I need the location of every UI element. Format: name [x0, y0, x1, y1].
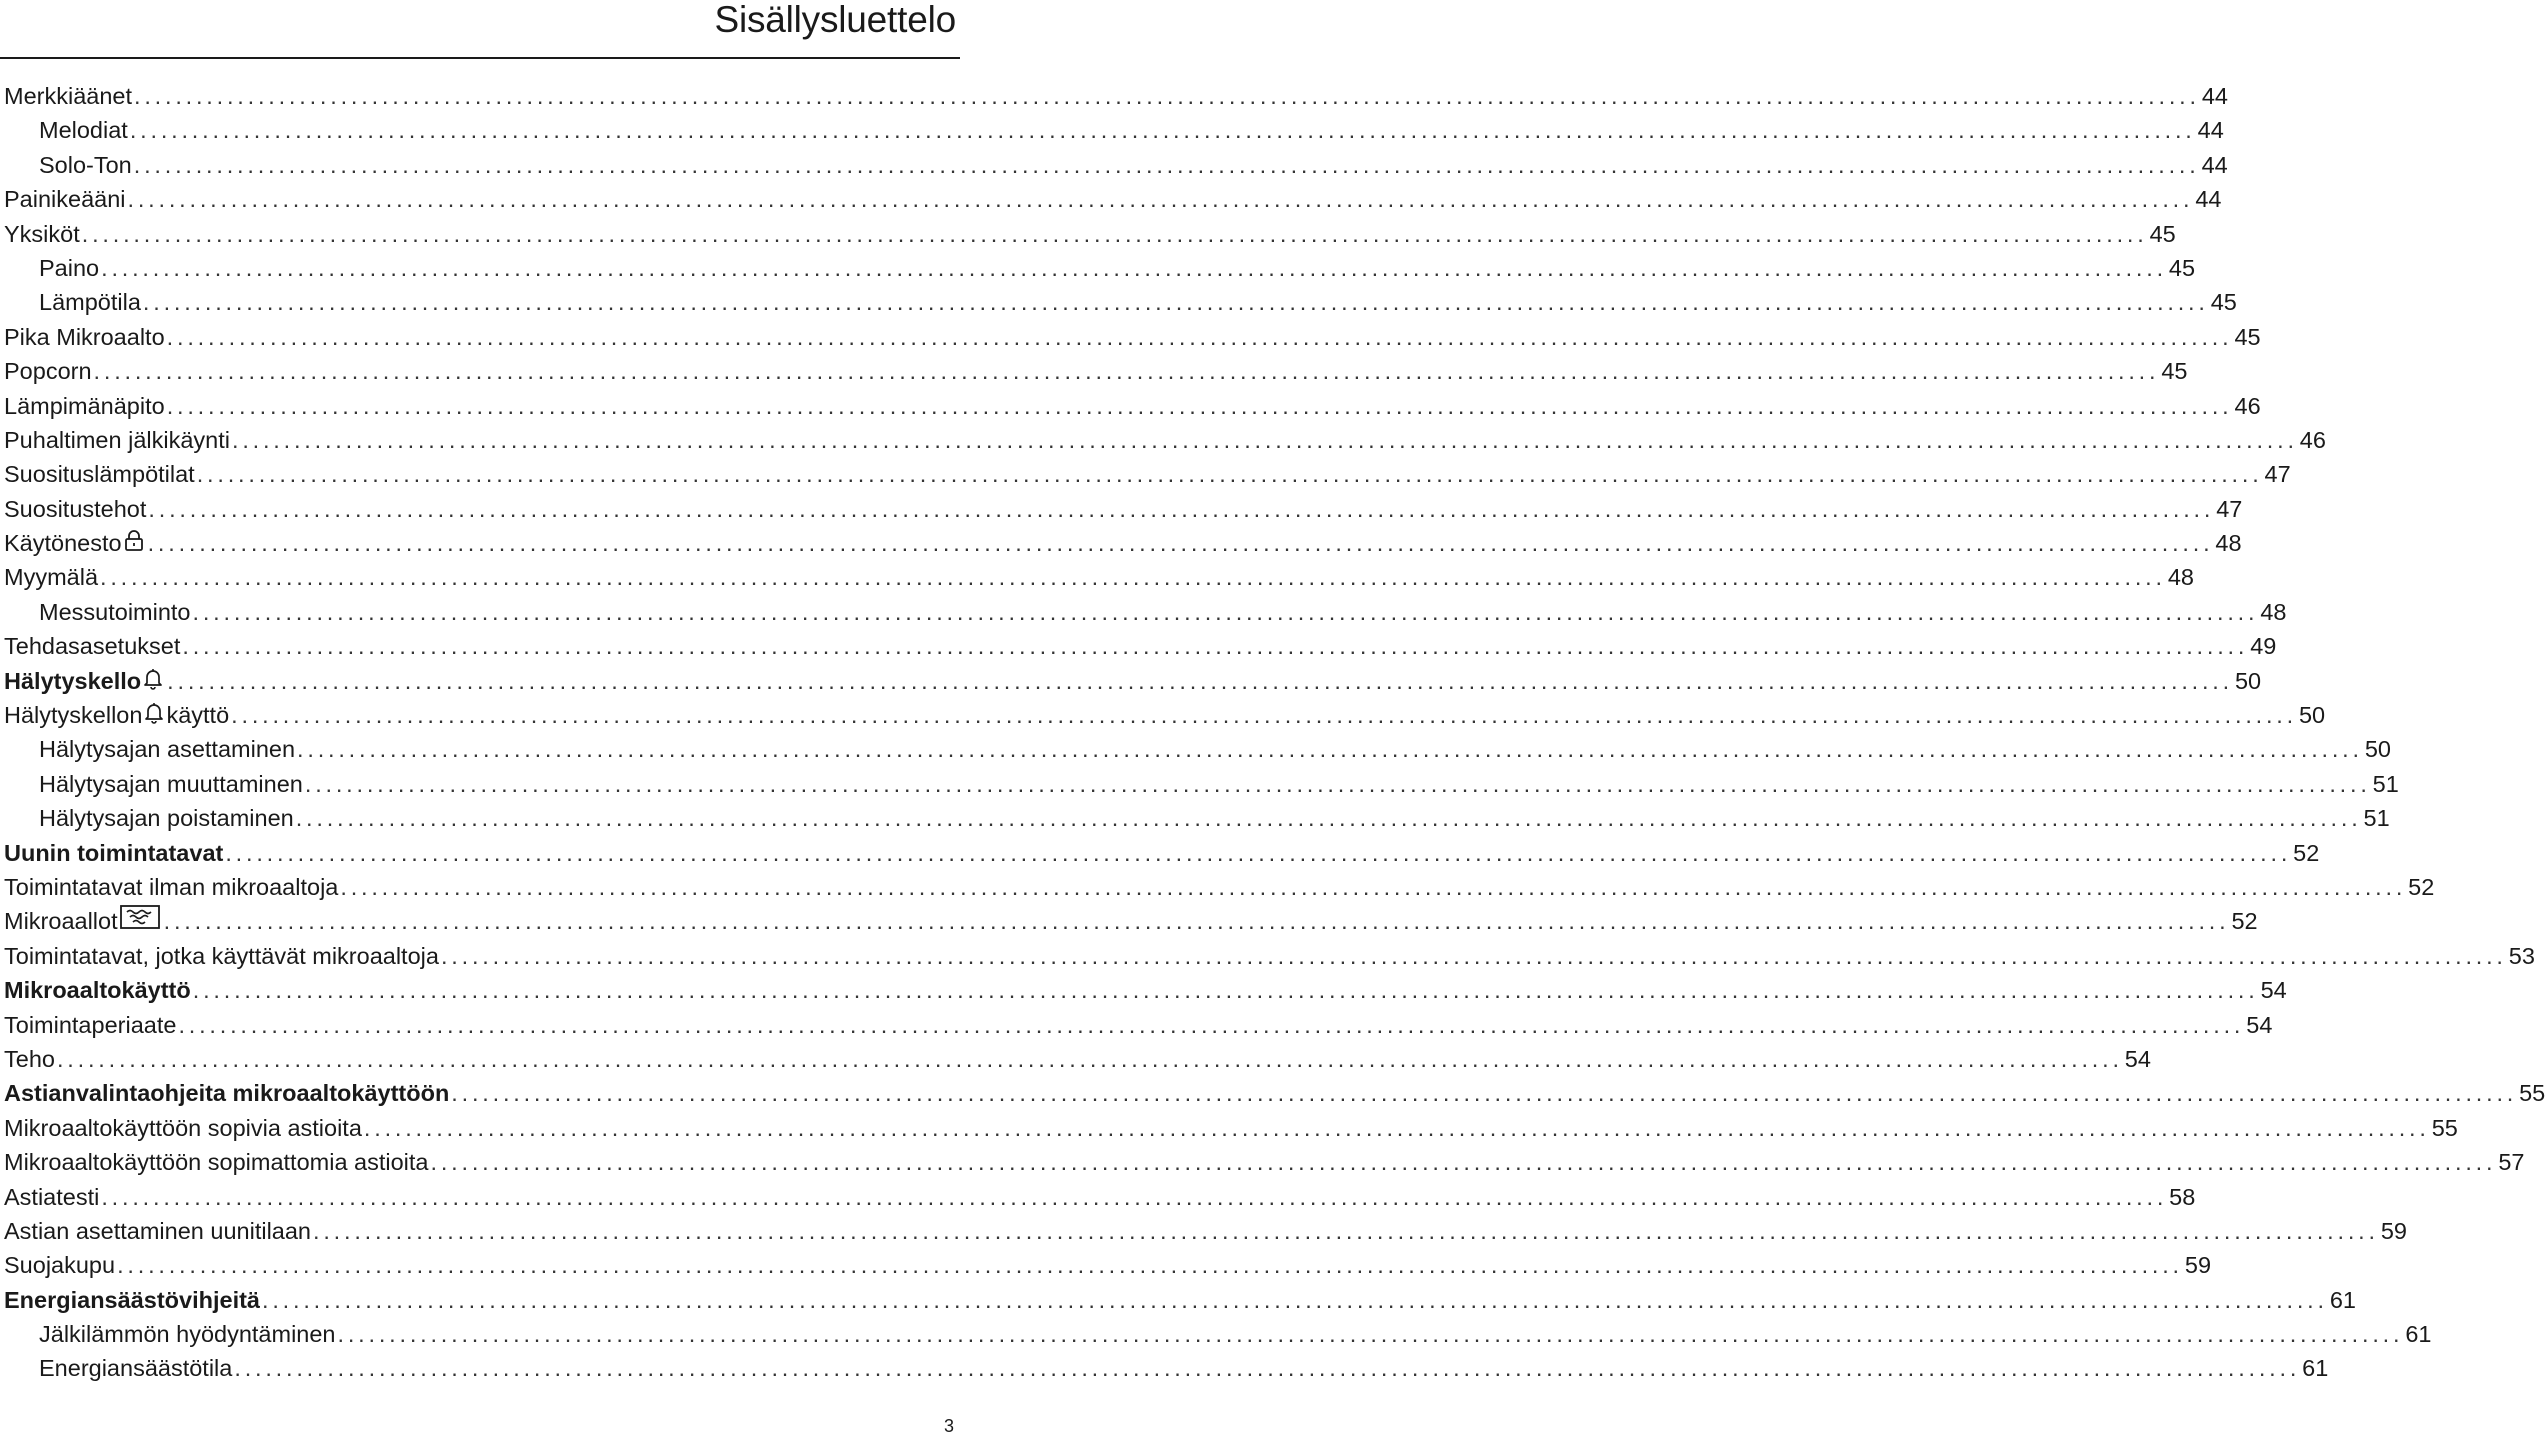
toc-entry[interactable] — [4, 389, 2261, 423]
toc-entry-page: 52 — [2231, 908, 2258, 935]
toc-entry[interactable] — [4, 904, 2258, 938]
toc-entry[interactable] — [4, 1283, 2356, 1317]
dot-leader: ........................................................................................................................................................................................................ — [313, 1217, 2379, 1244]
toc-entry-label — [39, 732, 295, 766]
toc-entry-page: 45 — [2149, 220, 2176, 247]
toc-entry[interactable] — [4, 939, 2535, 973]
dot-leader: ........................................................................................................................................................................................................ — [117, 1252, 2183, 1279]
toc-entry-page: 61 — [2329, 1286, 2356, 1313]
toc-entry[interactable] — [4, 1351, 2329, 1385]
toc-entry[interactable] — [4, 457, 2291, 491]
toc-entry-page: 46 — [2299, 426, 2326, 453]
dot-leader: ........................................................................................................................................................................................................ — [295, 805, 2362, 832]
toc-entry-label — [4, 870, 338, 904]
toc-entry-text: Suojakupu — [4, 1252, 116, 1279]
toc-entry-text: Jälkilämmön hyödyntäminen — [39, 1321, 336, 1348]
toc-entry[interactable] — [4, 1248, 2212, 1282]
toc-entry-text: Hälytyskello — [4, 667, 142, 694]
toc-entry-text: Astianvalintaohjeita mikroaaltokäyttöön — [4, 1080, 450, 1107]
toc-entry-label — [4, 1111, 362, 1145]
toc-entry-text: Toimintaperiaate — [4, 1011, 177, 1038]
toc-entry-label — [4, 79, 132, 113]
toc-entry-text: Merkkiäänet — [4, 83, 132, 109]
toc-entry-label — [4, 939, 439, 973]
toc-entry-page: 53 — [2508, 942, 2535, 969]
toc-entry-label — [39, 285, 141, 319]
toc-entry[interactable] — [4, 354, 2188, 388]
toc-entry-text: Hälytysajan muuttaminen — [39, 770, 303, 797]
toc-entry-page: 54 — [2246, 1011, 2273, 1038]
toc-entry[interactable] — [4, 1076, 2545, 1110]
toc-entry-page: 50 — [2364, 736, 2391, 763]
toc-entry-page: 46 — [2234, 392, 2261, 419]
dot-leader: ........................................................................................................................................................................................................ — [166, 392, 2233, 419]
toc-entry-text: Melodiat — [39, 117, 128, 144]
toc-entry-label — [4, 1042, 55, 1076]
toc-entry-text: Popcorn — [4, 358, 92, 385]
toc-entry-page: 61 — [2405, 1321, 2432, 1348]
dot-leader: ........................................................................................................................................................................................................ — [182, 633, 2249, 660]
toc-entry[interactable] — [4, 767, 2399, 801]
toc-entry[interactable] — [4, 629, 2277, 663]
toc-entry-label — [4, 423, 230, 457]
toc-entry-label — [4, 1008, 176, 1042]
dot-leader: ........................................................................................................................................................................................................ — [451, 1080, 2518, 1107]
toc-entry[interactable] — [4, 182, 2222, 216]
toc-entry[interactable] — [4, 1008, 2273, 1042]
dot-leader: ........................................................................................................................................................................................................ — [297, 736, 2363, 763]
toc-entry-label — [39, 595, 191, 629]
dot-leader: ........................................................................................................................................................................................................ — [142, 289, 2209, 316]
toc-entry[interactable] — [4, 251, 2196, 285]
toc-entry-label — [4, 1180, 99, 1214]
toc-entry-label — [4, 836, 223, 870]
dot-leader: ........................................................................................................................................................................................................ — [100, 564, 2166, 591]
toc-entry[interactable] — [4, 973, 2287, 1007]
dot-leader: ........................................................................................................................................................................................................ — [163, 908, 2230, 935]
toc-entry-page: 45 — [2210, 289, 2237, 316]
toc-entry[interactable] — [4, 492, 2243, 526]
toc-entry-label — [4, 629, 180, 663]
toc-entry-text: Lämpimänäpito — [4, 392, 165, 419]
dot-leader: ........................................................................................................................................................................................................ — [81, 220, 2148, 247]
toc-entry[interactable] — [4, 423, 2326, 457]
toc-entry-page: 51 — [2372, 770, 2399, 797]
dot-leader: ........................................................................................................................................................................................................ — [147, 530, 2214, 557]
toc-entry-page: 57 — [2498, 1149, 2525, 1176]
toc-entry-label — [4, 526, 146, 560]
toc-entry-label — [4, 973, 191, 1007]
toc-entry-label — [4, 698, 229, 732]
dot-leader: ........................................................................................................................................................................................................ — [93, 358, 2160, 385]
dot-leader: ........................................................................................................................................................................................................ — [231, 702, 2297, 729]
toc-entry-text: Käytönesto — [4, 530, 122, 557]
toc-entry-page: 44 — [2201, 83, 2228, 109]
toc-entry-text: Hälytyskellon — [4, 702, 143, 729]
toc-entry-text: Puhaltimen jälkikäynti — [4, 426, 230, 453]
toc-entry-label — [4, 492, 146, 526]
toc-entry-page: 47 — [2216, 495, 2243, 522]
toc-entry[interactable] — [4, 664, 2262, 698]
toc-entry-page: 50 — [2234, 667, 2262, 694]
toc-entry-page: 50 — [2298, 702, 2326, 729]
dot-leader: ........................................................................................................................................................................................................ — [166, 323, 2233, 350]
page-title: Sisällysluettelo — [714, 0, 956, 40]
dot-leader: ........................................................................................................................................................................................................ — [262, 1286, 2328, 1313]
toc-entry-text: Toimintatavat, jotka käyttävät mikroaaltoja — [4, 942, 439, 969]
toc-entry[interactable] — [4, 1042, 2151, 1076]
toc-entry-page: 44 — [2201, 151, 2228, 178]
toc-entry[interactable] — [4, 1180, 2196, 1214]
toc-entry-page: 58 — [2169, 1183, 2196, 1210]
dot-leader: ........................................................................................................................................................................................................ — [196, 461, 2263, 488]
dot-leader: ........................................................................................................................................................................................................ — [148, 495, 2215, 522]
lock-icon — [124, 526, 144, 560]
toc-entry-label — [39, 801, 294, 835]
toc-entry-page: 54 — [2260, 977, 2287, 1004]
toc-entry-page: 59 — [2380, 1217, 2407, 1244]
toc-entry-label — [4, 354, 92, 388]
table-of-contents — [4, 79, 2545, 1386]
toc-entry-text: Astiatesti — [4, 1183, 100, 1210]
toc-entry-label — [39, 767, 303, 801]
dot-leader: ........................................................................................................................................................................................................ — [134, 83, 2200, 109]
toc-entry-text: Teho — [4, 1045, 55, 1072]
microwave-icon — [120, 904, 160, 938]
toc-entry-page: 52 — [2408, 873, 2435, 900]
toc-entry[interactable] — [4, 1214, 2407, 1248]
dot-leader: ........................................................................................................................................................................................................ — [167, 667, 2233, 694]
dot-leader: ........................................................................................................................................................................................................ — [101, 254, 2167, 281]
toc-entry-text: Pika Mikroaalto — [4, 323, 165, 350]
toc-entry[interactable] — [4, 595, 2287, 629]
toc-entry[interactable] — [4, 148, 2228, 182]
dot-leader: ........................................................................................................................................................................................................ — [337, 1321, 2404, 1348]
toc-entry-page: 54 — [2124, 1045, 2151, 1072]
bell-icon — [144, 698, 164, 732]
toc-entry-label — [4, 457, 195, 491]
toc-entry-page: 52 — [2293, 839, 2320, 866]
toc-entry-text: Yksiköt — [4, 220, 80, 247]
toc-entry[interactable] — [4, 526, 2242, 560]
toc-entry-text: Mikroaaltokäyttöön sopivia astioita — [4, 1114, 362, 1141]
dot-leader: ........................................................................................................................................................................................................ — [340, 873, 2407, 900]
toc-entry-label — [4, 1076, 449, 1110]
toc-entry[interactable] — [4, 320, 2261, 354]
toc-entry[interactable] — [4, 113, 2224, 147]
toc-entry-label — [39, 251, 99, 285]
toc-entry-label — [4, 1283, 260, 1317]
toc-entry-page: 49 — [2250, 633, 2277, 660]
dot-leader: ........................................................................................................................................................................................................ — [363, 1114, 2430, 1141]
toc-entry-label — [4, 182, 126, 216]
toc-entry-text: Suositustehot — [4, 495, 147, 522]
toc-entry-text: Myymälä — [4, 564, 99, 591]
toc-entry-text: Messutoiminto — [39, 598, 191, 625]
toc-entry-page: 45 — [2168, 254, 2196, 281]
toc-entry-page: 61 — [2302, 1355, 2329, 1382]
toc-entry-text: Mikroaaltokäyttö — [4, 977, 191, 1004]
dot-leader: ........................................................................................................................................................................................................ — [430, 1149, 2497, 1176]
toc-entry[interactable] — [4, 698, 2326, 732]
toc-entry-text: Painikeääni — [4, 186, 126, 213]
toc-entry-text: Mikroaaltokäyttöön sopimattomia astioita — [4, 1149, 429, 1176]
toc-entry-page: 55 — [2519, 1080, 2545, 1107]
toc-entry-text: Hälytysajan asettaminen — [39, 736, 296, 763]
toc-entry-label — [4, 320, 165, 354]
toc-entry[interactable] — [4, 560, 2194, 594]
toc-entry-text: Energiansäästötila — [39, 1355, 233, 1382]
toc-entry-label — [4, 560, 98, 594]
toc-entry-page: 48 — [2260, 598, 2287, 625]
dot-leader: ........................................................................................................................................................................................................ — [133, 151, 2200, 178]
toc-entry[interactable] — [4, 801, 2390, 835]
dot-leader: ........................................................................................................................................................................................................ — [304, 770, 2371, 797]
toc-entry-label — [39, 148, 132, 182]
toc-entry-text: Suosituslämpötilat — [4, 461, 195, 488]
toc-entry-page: 47 — [2264, 461, 2291, 488]
toc-entry[interactable] — [4, 836, 2320, 870]
toc-entry[interactable] — [4, 732, 2391, 766]
toc-entry[interactable] — [4, 1145, 2525, 1179]
toc-entry-label — [4, 1214, 311, 1248]
dot-leader: ........................................................................................................................................................................................................ — [127, 186, 2194, 213]
title-divider — [0, 57, 960, 59]
toc-entry-page: 48 — [2215, 530, 2242, 557]
page-number: 3 — [943, 1416, 954, 1436]
toc-entry-label — [39, 113, 128, 147]
toc-entry-page: 44 — [2197, 117, 2224, 144]
toc-entry-text: Hälytysajan poistaminen — [39, 805, 294, 832]
toc-entry-page: 55 — [2431, 1114, 2458, 1141]
toc-entry-text: Toimintatavat ilman mikroaaltoja — [4, 873, 339, 900]
toc-entry-page: 44 — [2195, 186, 2222, 213]
dot-leader: ........................................................................................................................................................................................................ — [192, 598, 2259, 625]
toc-entry-page: 59 — [2184, 1252, 2212, 1279]
toc-entry-label — [4, 217, 80, 251]
dot-leader: ........................................................................................................................................................................................................ — [192, 977, 2259, 1004]
toc-entry-text: Lämpötila — [39, 289, 141, 316]
toc-entry[interactable] — [4, 1111, 2458, 1145]
toc-entry-label — [4, 1145, 429, 1179]
toc-entry-label — [4, 1248, 115, 1282]
dot-leader: ........................................................................................................................................................................................................ — [101, 1183, 2168, 1210]
toc-entry-page: 45 — [2161, 358, 2188, 385]
dot-leader: ........................................................................................................................................................................................................ — [56, 1045, 2123, 1072]
dot-leader: ........................................................................................................................................................................................................ — [231, 426, 2298, 453]
toc-entry-text: Mikroaallot — [4, 908, 118, 935]
toc-entry-label — [39, 1317, 336, 1351]
bell-icon — [143, 664, 163, 698]
dot-leader: ........................................................................................................................................................................................................ — [440, 942, 2507, 969]
dot-leader: ........................................................................................................................................................................................................ — [234, 1355, 2301, 1382]
dot-leader: ........................................................................................................................................................................................................ — [129, 117, 2196, 144]
toc-entry-page: 48 — [2167, 564, 2194, 591]
toc-entry-text-after: käyttö — [166, 702, 230, 729]
toc-entry[interactable] — [4, 217, 2176, 251]
toc-entry-page: 45 — [2234, 323, 2261, 350]
toc-entry-text: Paino — [39, 254, 100, 281]
toc-entry-text: Astian asettaminen uunitilaan — [4, 1217, 312, 1244]
toc-entry-text: Tehdasasetukset — [4, 633, 181, 660]
dot-leader: ........................................................................................................................................................................................................ — [178, 1011, 2245, 1038]
toc-entry[interactable] — [4, 1317, 2432, 1351]
toc-entry[interactable] — [4, 79, 2228, 113]
toc-entry-text: Energiansäästövihjeitä — [4, 1286, 260, 1313]
toc-entry-label — [4, 389, 165, 423]
toc-entry[interactable] — [4, 285, 2237, 319]
toc-entry-label — [4, 904, 162, 938]
toc-entry-text: Uunin toimintatavat — [4, 839, 224, 866]
toc-entry-label — [39, 1351, 232, 1385]
dot-leader: ........................................................................................................................................................................................................ — [225, 839, 2292, 866]
toc-entry-page: 51 — [2363, 805, 2390, 832]
toc-entry-label — [4, 664, 165, 698]
toc-entry[interactable] — [4, 870, 2435, 904]
toc-entry-text: Solo-Ton — [39, 151, 132, 178]
